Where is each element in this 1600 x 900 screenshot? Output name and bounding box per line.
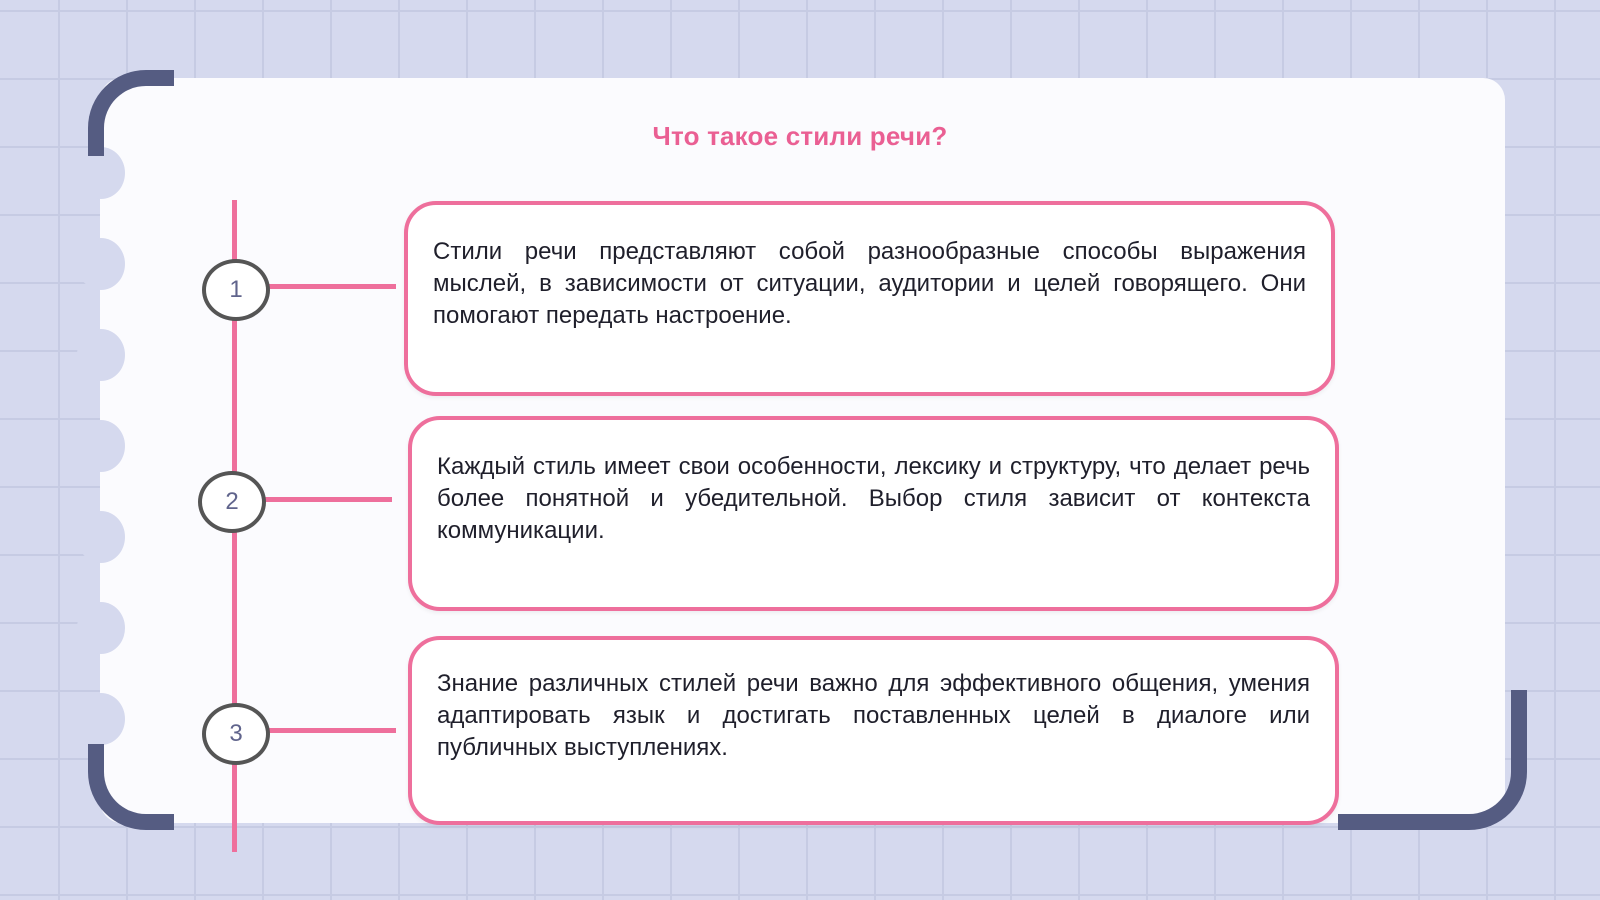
step-number-3: 3 xyxy=(202,703,270,765)
frame-corner-bottom-left xyxy=(88,744,174,830)
binder-hole xyxy=(77,602,125,654)
binder-hole xyxy=(77,420,125,472)
binder-hole xyxy=(77,238,125,290)
step-text-3: Знание различных стилей речи важно для эффективного общения, умения адаптировать язык и достигать поставленных целей в диалоге или публичных выступлениях. xyxy=(437,669,1310,761)
slide-title: Что такое стили речи? xyxy=(652,121,948,151)
step-number-1: 1 xyxy=(202,259,270,321)
step-number-2: 2 xyxy=(198,471,266,533)
frame-corner-bottom-right xyxy=(1338,690,1527,830)
step-card-2 xyxy=(408,416,1339,611)
binder-hole xyxy=(77,693,125,745)
step-text-2: Каждый стиль имеет свои особенности, лексику и структуру, что делает речь более понятной и убедительной. Выбор стиля зависит от контекста коммуникации. xyxy=(437,452,1310,544)
step-card-3 xyxy=(408,636,1339,825)
timeline-connector xyxy=(266,728,396,733)
step-text-1: Стили речи представляют собой разнообразные способы выражения мыслей, в зависимости от ситуации, аудитории и целей говорящего. Они помогают передать настроение. xyxy=(433,237,1306,329)
binder-hole xyxy=(77,511,125,563)
step-card-1 xyxy=(404,201,1335,396)
timeline-connector xyxy=(262,497,392,502)
timeline-connector xyxy=(266,284,396,289)
binder-hole xyxy=(77,329,125,381)
